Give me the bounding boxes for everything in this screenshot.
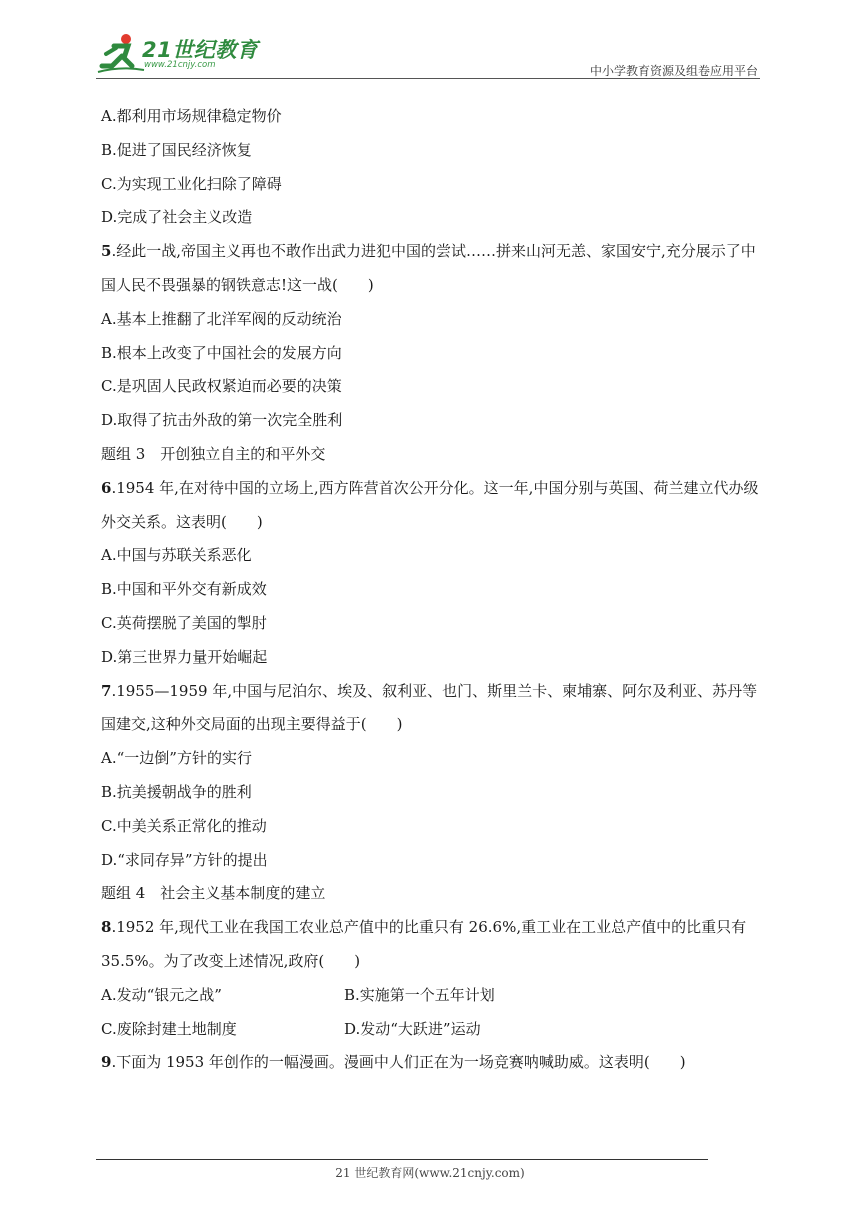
question-number: 7 xyxy=(101,681,112,700)
question-number: 8 xyxy=(101,918,112,937)
question-content xyxy=(101,100,765,1080)
option-line: C.英荷摆脱了美国的掣肘 xyxy=(101,613,267,632)
option-c: C.废除封建土地制度 xyxy=(101,1019,237,1038)
option-row xyxy=(101,979,765,1013)
option-line: D.取得了抗击外敌的第一次完全胜利 xyxy=(101,411,343,430)
running-figure-icon xyxy=(96,32,146,78)
header-divider xyxy=(96,78,760,79)
question-9-stem xyxy=(101,1046,765,1080)
logo-text: 21世纪教育 xyxy=(142,38,259,62)
question-6-stem xyxy=(101,472,765,540)
option-line: C.是巩固人民政权紧迫而必要的决策 xyxy=(101,377,342,396)
option-a: A.发动“银元之战” xyxy=(101,985,222,1004)
option-line: C.中美关系正常化的推动 xyxy=(101,816,267,835)
option-line: D.完成了社会主义改造 xyxy=(101,208,253,227)
question-7-stem xyxy=(101,675,765,743)
question-text: .1955—1959 年,中国与尼泊尔、埃及、叙利亚、也门、斯里兰卡、柬埔寨、阿尔及利亚、苏丹等国建交,这种外交局面的出现主要得益于( ) xyxy=(101,681,758,734)
option-line: B.抗美援朝战争的胜利 xyxy=(101,782,252,801)
question-text: .1954 年,在对待中国的立场上,西方阵营首次公开分化。这一年,中国分别与英国、荷兰建立代办级外交关系。这表明( ) xyxy=(101,478,759,531)
option-line: C.为实现工业化扫除了障碍 xyxy=(101,174,282,193)
option-row xyxy=(101,1013,765,1047)
option-line: A.中国与苏联关系恶化 xyxy=(101,546,252,565)
option-line: D.“求同存异”方针的提出 xyxy=(101,850,268,869)
option-b: B.实施第一个五年计划 xyxy=(344,985,495,1004)
logo-url: www.21cnjy.com xyxy=(144,60,216,70)
question-text: .经此一战,帝国主义再也不敢作出武力进犯中国的尝试……拼来山河无恙、家国安宁,充分展示了中国人民不畏强暴的钢铁意志!这一战( ) xyxy=(101,242,756,294)
option-line: A.“一边倒”方针的实行 xyxy=(101,749,252,768)
option-line: D.第三世界力量开始崛起 xyxy=(101,647,268,666)
question-number: 5 xyxy=(101,242,112,261)
question-5-stem xyxy=(101,235,765,303)
page-header xyxy=(96,32,760,78)
group-heading: 题组 3 开创独立自主的和平外交 xyxy=(101,444,326,463)
header-platform-text: 中小学教育资源及组卷应用平台 xyxy=(589,64,758,78)
question-text: .1952 年,现代工业在我国工农业总产值中的比重只有 26.6%,重工业在工业总产值中的比重只有 35.5%。为了改变上述情况,政府( ) xyxy=(101,918,747,970)
question-8-stem xyxy=(101,911,765,979)
option-line: B.促进了国民经济恢复 xyxy=(101,140,252,159)
question-number: 6 xyxy=(101,478,112,497)
logo xyxy=(96,32,266,78)
question-text: .下面为 1953 年创作的一幅漫画。漫画中人们正在为一场竞赛呐喊助威。这表明( ) xyxy=(111,1053,686,1072)
page-footer: 21 世纪教育网(www.21cnjy.com) xyxy=(335,1166,525,1180)
option-line: A.都利用市场规律稳定物价 xyxy=(101,107,282,125)
option-line: B.中国和平外交有新成效 xyxy=(101,580,267,599)
group-heading: 题组 4 社会主义基本制度的建立 xyxy=(101,884,326,903)
option-d: D.发动“大跃进”运动 xyxy=(344,1019,481,1038)
footer-divider xyxy=(96,1159,708,1160)
option-line: A.基本上推翻了北洋军阀的反动统治 xyxy=(101,309,342,328)
question-number: 9 xyxy=(101,1053,112,1072)
option-line: B.根本上改变了中国社会的发展方向 xyxy=(101,343,342,362)
